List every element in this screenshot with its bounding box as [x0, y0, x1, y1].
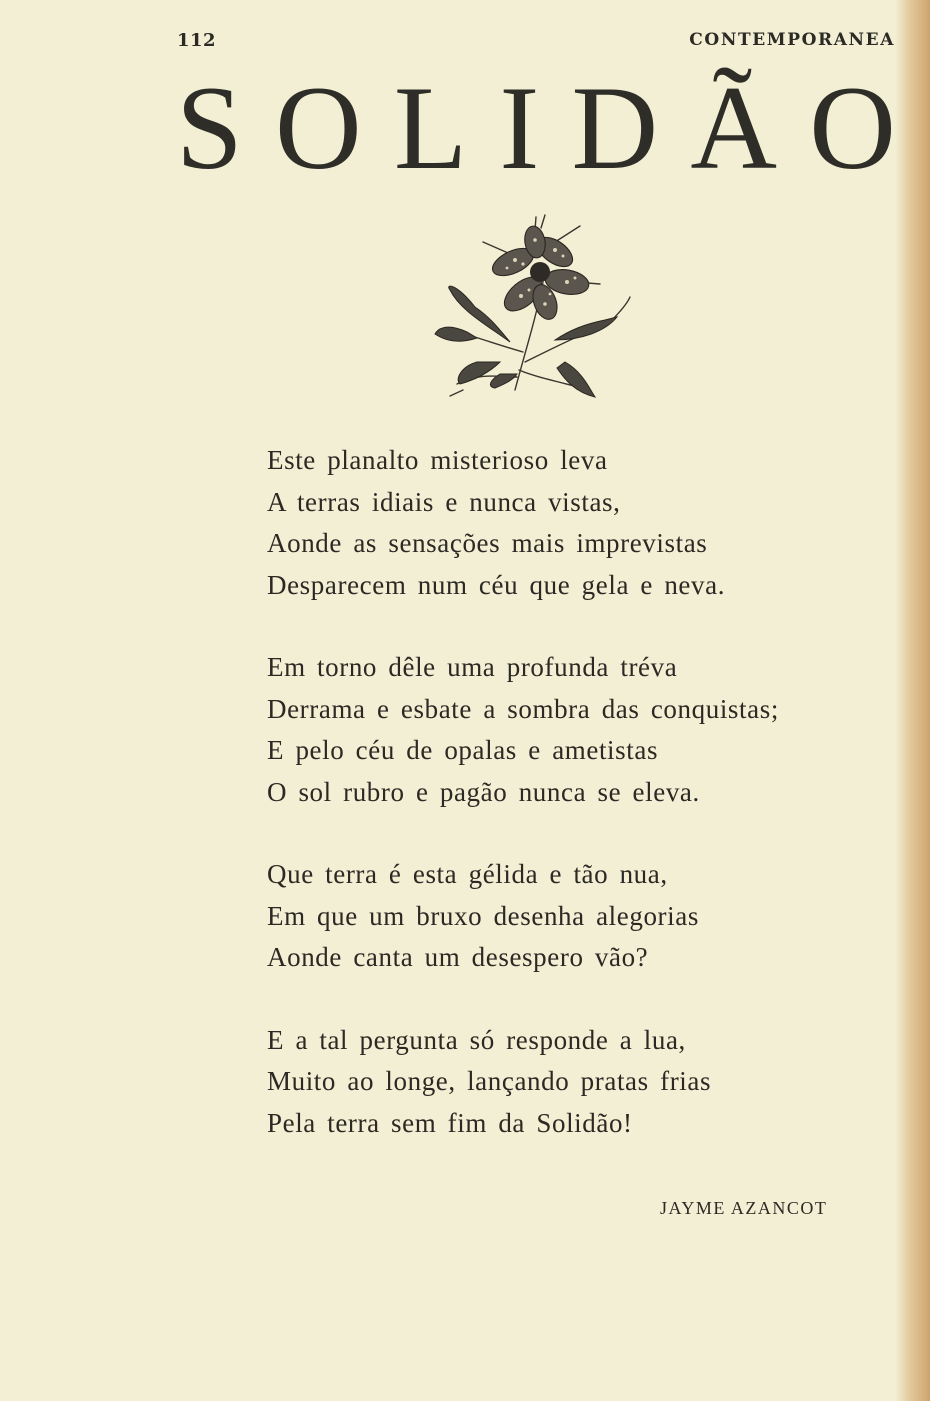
- title-letter: O: [809, 61, 896, 194]
- title-letter: I: [499, 61, 540, 194]
- page-header: [177, 30, 895, 60]
- title-letter: S: [176, 61, 243, 194]
- poem-line: Que terra é esta gélida e tão nua,: [267, 859, 668, 889]
- stanza: [267, 647, 867, 813]
- poem-line: Muito ao longe, lançando pratas frias: [267, 1066, 712, 1096]
- poem-line: Este planalto misterioso leva: [267, 445, 608, 475]
- poem-line: Em torno dêle uma profunda tréva: [267, 652, 678, 682]
- flower-vignette-icon: [405, 212, 645, 402]
- poem-title: [176, 61, 896, 194]
- poem-line: Pela terra sem fim da Solidão!: [267, 1107, 633, 1138]
- author-signature: JAYME AZANCOT: [660, 1198, 828, 1218]
- poem-line: Derrama e esbate a sombra das conquistas;: [267, 693, 779, 724]
- page-number: 112: [177, 30, 217, 51]
- poem-body: [267, 440, 867, 1185]
- stanza: [267, 854, 867, 979]
- title-letter: Ã: [690, 61, 778, 194]
- poem-line: Aonde canta um desespero vão?: [267, 942, 649, 972]
- title-letter: O: [274, 61, 362, 194]
- running-head: CONTEMPORANEA: [689, 30, 895, 50]
- poem-line: A terras idiais e nunca vistas,: [267, 486, 621, 517]
- stanza: [267, 1020, 867, 1145]
- poem-line: O sol rubro e pagão nunca se eleva.: [267, 776, 700, 807]
- poem-line: E a tal pergunta só responde a lua,: [267, 1024, 686, 1055]
- poem-line: Aonde as sensações mais imprevistas: [267, 528, 708, 558]
- title-letter: D: [571, 61, 659, 194]
- poem-line: Em que um bruxo desenha alegorias: [267, 900, 699, 931]
- title-letter: L: [393, 61, 468, 194]
- stanza: [267, 440, 867, 606]
- poem-line: E pelo céu de opalas e ametistas: [267, 735, 659, 765]
- poem-line: Desparecem num céu que gela e neva.: [267, 569, 726, 600]
